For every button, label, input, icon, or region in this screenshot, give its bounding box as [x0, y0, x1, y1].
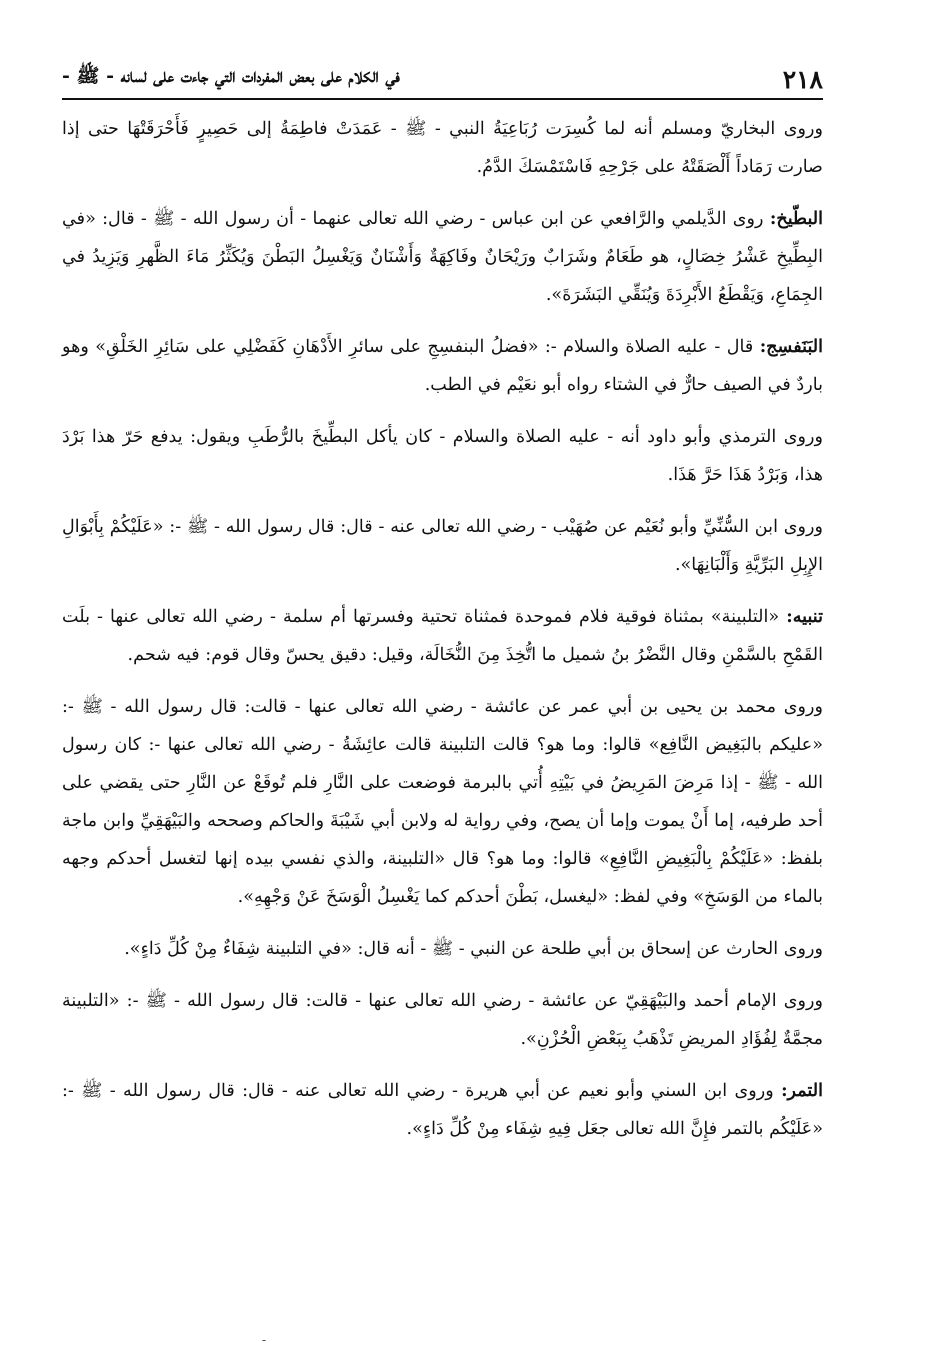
- paragraph-note-talbina: [62, 598, 823, 674]
- paragraph-ahmad: [62, 982, 823, 1058]
- entry-term: البطّيخ:: [769, 208, 824, 229]
- body-text: [62, 110, 823, 1162]
- paragraph-violet: [62, 328, 823, 404]
- paragraph-text: وروى البخاريّ ومسلم أنه لما كُسِرَت رُبَاعِيَةُ النبي - ﷺ - عَمَدَتْ فاطِمَةُ إلى حَصِيرٍ فَأَحْرَقَتْهَا حتى إذا صارت رَمَاداً أَلْصَقَتْهُ على جَرْحِهِ فَاسْتَمْسَكَ الدَّمُ.: [62, 119, 823, 177]
- entry-term: تنبيه:: [786, 606, 824, 627]
- footer-mark: -: [262, 1333, 267, 1347]
- paragraph-text: «التلبينة» بمثناة فوقية فلام فموحدة فمثناة تحتية وفسرتها أم سلمة - رضي الله تعالى عنها - بلَت القَمْحِ بالسَّمْنِ وقال النَّضْرُ بنُ شميل ما اتُّخِذَ مِنَ النُّخَالَة، وقيل: دقيق يحسّ وقال قوم: فيه شحم.: [62, 607, 823, 665]
- paragraph-harith: [62, 930, 823, 968]
- paragraph-text: قال - عليه الصلاة والسلام -: «فضلُ البنفسِجِ على سائرِ الأَدْهَانِ كَفَضْلِي على سَائِرِ الخَلْقِ» وهو باردٌ في الصيف حارٌّ في الشتاء رواه أبو نعَيْم في الطب.: [62, 337, 823, 395]
- paragraph-watermelon: [62, 200, 823, 314]
- entry-term: البَنَفسِج:: [759, 336, 824, 357]
- paragraph-text: وروى ابن السني وأبو نعيم عن أبي هريرة - رضي الله تعالى عنه - قال: قال رسول الله - ﷺ -: «عَلَيْكُم بالتمر فإِنَّ الله تعالى جعَل فِيهِ شِفَاء مِنْ كُلِّ دَاءٍ».: [62, 1081, 823, 1139]
- paragraph-aisha-talbina: [62, 688, 823, 916]
- paragraph-bukhari-fatima: [62, 110, 823, 186]
- paragraph-tirmidhi: [62, 418, 823, 494]
- paragraph-text: روى الدَّيلمي والرَّافعي عن ابن عباس - رضي الله تعالى عنهما - أن رسول الله - ﷺ - قال: «في البِطِّيخِ عَشْرُ خِصَالٍ، هو طَعَامٌ وشَرَابٌ ورَيْحَانٌ وفَاكِهَةٌ وَأَشْنَانٌ وَيَغْسِلُ البَطْنَ وَيُكَثِّرُ مَاءَ الظَّهرِ وَيَزِيدُ في الجِمَاعِ، وَيَقْطَعُ الأَبْرِدَةَ وَيُنَقِّي البَشَرَةَ».: [62, 209, 823, 305]
- paragraph-dates: [62, 1072, 823, 1148]
- page-number: ٢١٨: [782, 65, 823, 94]
- paragraph-text: وروى الترمذي وأبو داود أنه - عليه الصلاة والسلام - كان يأكل البطِّيخَ بالرُّطَبِ ويقول: يدفع حَرّ هذا بَرْدَ هذا، وَبَرْدُ هَذَا حَرَّ هَذَا.: [62, 427, 823, 485]
- paragraph-text: وروى الحارث عن إسحاق بن أبي طلحة عن النبي - ﷺ - أنه قال: «في التلبينة شِفَاءٌ مِنْ كُلِّ دَاءٍ».: [124, 939, 823, 959]
- paragraph-ibn-sunni: [62, 508, 823, 584]
- page-header: [62, 58, 823, 100]
- running-title: في الكلام على بعض المفردات التي جاءت على لسانه - ﷺ -: [62, 65, 400, 87]
- paragraph-text: وروى الإمام أحمد والبَيْهَقِيّ عن عائشة - رضي الله تعالى عنها - قالت: قال رسول الله - ﷺ -: «التلبينة مجمَّةٌ لِفُؤَادِ المريضِ تَذْهَبُ بِبَعْضِ الْحُزْنِ».: [62, 991, 823, 1049]
- entry-term: التمر:: [781, 1080, 823, 1101]
- paragraph-text: وروى محمد بن يحيى بن أبي عمر عن عائشة - رضي الله تعالى عنها - قالت: قال رسول الله - ﷺ -: «عليكم بالبَغِيض النَّافِع» قالوا: وما هو؟ قالت التلبينة قالت عائِشَةُ - رضي الله تعالى عنها -: كان رسول الله - ﷺ - إذا مَرِضَ المَرِيضُ في بَيْتِهِ أُتي بالبرمة فوضعت على النَّارِ فلم تُوقَعْ عن النَّارِ حتى يقضي على أحد طرفيه، إما أَنْ يموت وإما أن يصح، وفي رواية له ولابن أبي شَيْبَةَ والحاكم وصححه والبَيْهَقِيِّ وابن ماجة بلفظ: «عَلَيْكُمْ بِالْبَغِيضِ النَّافِعِ» قالوا: وما هو؟ قال «التلبينة، والذي نفسي بيده إنها لتغسل أحدكم وجهه بالماء من الوَسَخِ» وفي لفظ: «ليغسل، بَطْنَ أحدكم كما يَغْسِلُ الْوَسَخَ عَنْ وَجْهِهِ».: [62, 697, 823, 907]
- paragraph-text: وروى ابن السُّنِّيِّ وأبو نُعَيْم عن صُهَيْب - رضي الله تعالى عنه - قال: قال رسول الله - ﷺ -: «عَلَيْكُمْ بِأَبْوَالِ الإِبِلِ البَرِّيَّةِ وَأَلْبَانِهَا».: [62, 517, 823, 575]
